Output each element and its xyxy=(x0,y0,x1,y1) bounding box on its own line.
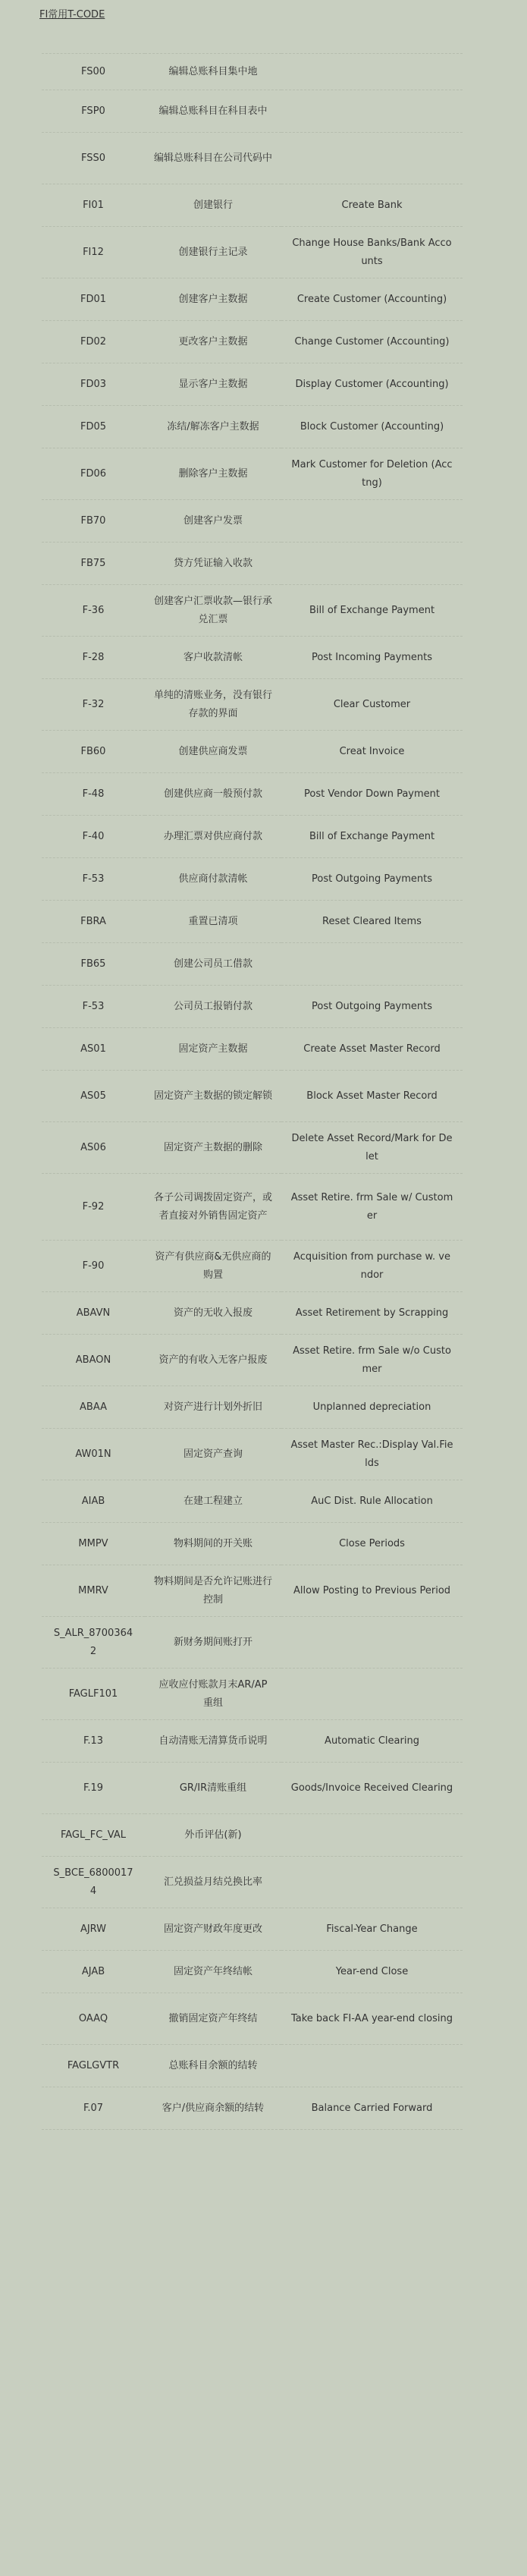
english-name-cell xyxy=(281,1857,463,1908)
description-cell: 创建供应商一般预付款 xyxy=(145,773,281,816)
tcode-cell: F-32 xyxy=(42,679,145,731)
table-row xyxy=(42,227,463,278)
table-row xyxy=(42,1480,463,1523)
tcode-cell: F.13 xyxy=(42,1720,145,1763)
table-row xyxy=(42,1523,463,1565)
description-cell: 单纯的清账业务，没有银行存款的界面 xyxy=(145,679,281,731)
english-name-cell xyxy=(281,543,463,585)
english-name-cell: Asset Retire. frm Sale w/o Customer xyxy=(281,1335,463,1386)
tcode-cell: MMRV xyxy=(42,1565,145,1617)
english-name-cell xyxy=(281,1617,463,1669)
description-cell: 更改客户主数据 xyxy=(145,321,281,363)
description-cell: 创建银行主记录 xyxy=(145,227,281,278)
description-cell: 创建公司员工借款 xyxy=(145,943,281,986)
english-name-cell xyxy=(281,500,463,543)
english-name-cell: AuC Dist. Rule Allocation xyxy=(281,1480,463,1523)
table-row xyxy=(42,363,463,406)
english-name-cell: Balance Carried Forward xyxy=(281,2087,463,2130)
tcode-cell: FD02 xyxy=(42,321,145,363)
tcode-cell: F-53 xyxy=(42,986,145,1028)
table-row xyxy=(42,773,463,816)
tcode-cell: F-36 xyxy=(42,585,145,637)
tcode-cell: FSP0 xyxy=(42,90,145,133)
tcode-cell: F-90 xyxy=(42,1241,145,1292)
english-name-cell: Asset Retire. frm Sale w/ Customer xyxy=(281,1174,463,1241)
description-cell: 资产的无收入报废 xyxy=(145,1292,281,1335)
table-row xyxy=(42,1993,463,2045)
english-name-cell: Fiscal-Year Change xyxy=(281,1908,463,1951)
description-cell: 资产的有收入无客户报废 xyxy=(145,1335,281,1386)
description-cell: 固定资产主数据 xyxy=(145,1028,281,1071)
english-name-cell: Block Customer (Accounting) xyxy=(281,406,463,448)
table-row xyxy=(42,500,463,543)
tcode-cell: FB60 xyxy=(42,731,145,773)
tcode-cell: FAGL_FC_VAL xyxy=(42,1814,145,1857)
description-cell: 编辑总账科目在公司代码中 xyxy=(145,133,281,184)
table-row xyxy=(42,1565,463,1617)
tcode-table-body xyxy=(42,54,463,2130)
tcode-cell: FB75 xyxy=(42,543,145,585)
tcode-cell: FB65 xyxy=(42,943,145,986)
description-cell: 重置已清项 xyxy=(145,901,281,943)
page-title-link[interactable]: FI常用T-CODE xyxy=(39,9,105,20)
description-cell: 创建供应商发票 xyxy=(145,731,281,773)
english-name-cell: Bill of Exchange Payment xyxy=(281,816,463,858)
english-name-cell xyxy=(281,2045,463,2087)
description-cell: 应收应付账款月末AR/AP重组 xyxy=(145,1669,281,1720)
english-name-cell: Year-end Close xyxy=(281,1951,463,1993)
description-cell: 冻结/解冻客户主数据 xyxy=(145,406,281,448)
table-row xyxy=(42,54,463,90)
table-row xyxy=(42,1028,463,1071)
table-row xyxy=(42,1908,463,1951)
table-row xyxy=(42,1122,463,1174)
tcode-cell: FAGLGVTR xyxy=(42,2045,145,2087)
english-name-cell: Change Customer (Accounting) xyxy=(281,321,463,363)
english-name-cell: Delete Asset Record/Mark for Delet xyxy=(281,1122,463,1174)
description-cell: 创建客户发票 xyxy=(145,500,281,543)
english-name-cell: Allow Posting to Previous Period xyxy=(281,1565,463,1617)
description-cell: 物料期间是否允许记账进行控制 xyxy=(145,1565,281,1617)
english-name-cell: Unplanned depreciation xyxy=(281,1386,463,1429)
table-row xyxy=(42,448,463,500)
english-name-cell: Creat Invoice xyxy=(281,731,463,773)
tcode-cell: FD06 xyxy=(42,448,145,500)
tcode-cell: FI12 xyxy=(42,227,145,278)
english-name-cell: Block Asset Master Record xyxy=(281,1071,463,1122)
description-cell: 新财务期间账打开 xyxy=(145,1617,281,1669)
english-name-cell xyxy=(281,943,463,986)
description-cell: 客户/供应商余额的结转 xyxy=(145,2087,281,2130)
tcode-cell: F-92 xyxy=(42,1174,145,1241)
table-row xyxy=(42,406,463,448)
description-cell: 客户收款清帐 xyxy=(145,637,281,679)
table-row xyxy=(42,90,463,133)
english-name-cell: Display Customer (Accounting) xyxy=(281,363,463,406)
english-name-cell: Change House Banks/Bank Accounts xyxy=(281,227,463,278)
description-cell: 总账科目余额的结转 xyxy=(145,2045,281,2087)
english-name-cell: Post Vendor Down Payment xyxy=(281,773,463,816)
description-cell: 显示客户主数据 xyxy=(145,363,281,406)
tcode-cell: FAGLF101 xyxy=(42,1669,145,1720)
english-name-cell: Goods/Invoice Received Clearing xyxy=(281,1763,463,1814)
tcode-cell: S_ALR_87003642 xyxy=(42,1617,145,1669)
tcode-cell: ABAVN xyxy=(42,1292,145,1335)
table-row xyxy=(42,1174,463,1241)
table-row xyxy=(42,1814,463,1857)
table-row xyxy=(42,1669,463,1720)
table-row xyxy=(42,1720,463,1763)
table-row xyxy=(42,637,463,679)
tcode-cell: ABAA xyxy=(42,1386,145,1429)
tcode-cell: MMPV xyxy=(42,1523,145,1565)
english-name-cell: Bill of Exchange Payment xyxy=(281,585,463,637)
table-row xyxy=(42,679,463,731)
description-cell: 供应商付款清帐 xyxy=(145,858,281,901)
table-row xyxy=(42,585,463,637)
table-row xyxy=(42,1386,463,1429)
tcode-cell: FBRA xyxy=(42,901,145,943)
table-row xyxy=(42,278,463,321)
table-row xyxy=(42,184,463,227)
description-cell: 编辑总账科目在科目表中 xyxy=(145,90,281,133)
english-name-cell xyxy=(281,133,463,184)
table-row xyxy=(42,901,463,943)
description-cell: 汇兑损益月结兑换比率 xyxy=(145,1857,281,1908)
description-cell: 外币评估(新) xyxy=(145,1814,281,1857)
table-row xyxy=(42,1763,463,1814)
table-row xyxy=(42,1241,463,1292)
tcode-cell: AJRW xyxy=(42,1908,145,1951)
tcode-cell: FS00 xyxy=(42,54,145,90)
tcode-cell: FSS0 xyxy=(42,133,145,184)
english-name-cell: Reset Cleared Items xyxy=(281,901,463,943)
english-name-cell xyxy=(281,1814,463,1857)
tcode-cell: OAAQ xyxy=(42,1993,145,2045)
description-cell: 撤销固定资产年终结 xyxy=(145,1993,281,2045)
tcode-cell: FB70 xyxy=(42,500,145,543)
tcode-cell: S_BCE_68000174 xyxy=(42,1857,145,1908)
tcode-cell: F.07 xyxy=(42,2087,145,2130)
description-cell: 资产有供应商&无供应商的购置 xyxy=(145,1241,281,1292)
table-row xyxy=(42,1071,463,1122)
english-name-cell: Close Periods xyxy=(281,1523,463,1565)
description-cell: 固定资产查询 xyxy=(145,1429,281,1480)
tcode-cell: AS06 xyxy=(42,1122,145,1174)
tcode-cell: ABAON xyxy=(42,1335,145,1386)
tcode-cell: AIAB xyxy=(42,1480,145,1523)
description-cell: 对资产进行计划外折旧 xyxy=(145,1386,281,1429)
tcode-cell: F.19 xyxy=(42,1763,145,1814)
table-row xyxy=(42,1617,463,1669)
table-row xyxy=(42,1429,463,1480)
tcode-cell: F-40 xyxy=(42,816,145,858)
description-cell: 在建工程建立 xyxy=(145,1480,281,1523)
english-name-cell xyxy=(281,54,463,90)
english-name-cell: Asset Master Rec.:Display Val.Fields xyxy=(281,1429,463,1480)
description-cell: 固定资产主数据的锁定解锁 xyxy=(145,1071,281,1122)
description-cell: GR/IR清账重组 xyxy=(145,1763,281,1814)
table-row xyxy=(42,731,463,773)
table-row xyxy=(42,2045,463,2087)
table-row xyxy=(42,321,463,363)
english-name-cell: Create Bank xyxy=(281,184,463,227)
description-cell: 自动清账无清算货币说明 xyxy=(145,1720,281,1763)
english-name-cell: Create Asset Master Record xyxy=(281,1028,463,1071)
tcode-cell: FI01 xyxy=(42,184,145,227)
table-row xyxy=(42,986,463,1028)
tcode-cell: F-28 xyxy=(42,637,145,679)
english-name-cell: Create Customer (Accounting) xyxy=(281,278,463,321)
english-name-cell: Post Outgoing Payments xyxy=(281,986,463,1028)
table-row xyxy=(42,1951,463,1993)
tcode-cell: AS01 xyxy=(42,1028,145,1071)
tcode-cell: FD03 xyxy=(42,363,145,406)
english-name-cell: Acquisition from purchase w. vendor xyxy=(281,1241,463,1292)
english-name-cell xyxy=(281,90,463,133)
description-cell: 创建客户主数据 xyxy=(145,278,281,321)
tcode-cell: FD05 xyxy=(42,406,145,448)
description-cell: 固定资产主数据的删除 xyxy=(145,1122,281,1174)
english-name-cell xyxy=(281,1669,463,1720)
table-row xyxy=(42,133,463,184)
tcode-cell: AS05 xyxy=(42,1071,145,1122)
description-cell: 固定资产年终结帐 xyxy=(145,1951,281,1993)
description-cell: 创建银行 xyxy=(145,184,281,227)
description-cell: 创建客户汇票收款—银行承兑汇票 xyxy=(145,585,281,637)
english-name-cell: Take back FI-AA year-end closing xyxy=(281,1993,463,2045)
english-name-cell: Mark Customer for Deletion (Acctng) xyxy=(281,448,463,500)
english-name-cell: Post Outgoing Payments xyxy=(281,858,463,901)
tcode-cell: F-48 xyxy=(42,773,145,816)
english-name-cell: Post Incoming Payments xyxy=(281,637,463,679)
description-cell: 编辑总账科目集中地 xyxy=(145,54,281,90)
table-row xyxy=(42,543,463,585)
description-cell: 固定资产财政年度更改 xyxy=(145,1908,281,1951)
table-row xyxy=(42,943,463,986)
tcode-cell: AW01N xyxy=(42,1429,145,1480)
tcode-cell: AJAB xyxy=(42,1951,145,1993)
tcode-cell: FD01 xyxy=(42,278,145,321)
description-cell: 删除客户主数据 xyxy=(145,448,281,500)
tcode-table xyxy=(42,53,463,2130)
english-name-cell: Clear Customer xyxy=(281,679,463,731)
tcode-cell: F-53 xyxy=(42,858,145,901)
english-name-cell: Automatic Clearing xyxy=(281,1720,463,1763)
description-cell: 公司员工报销付款 xyxy=(145,986,281,1028)
table-row xyxy=(42,1857,463,1908)
description-cell: 贷方凭证输入收款 xyxy=(145,543,281,585)
table-row xyxy=(42,2087,463,2130)
table-row xyxy=(42,858,463,901)
english-name-cell: Asset Retirement by Scrapping xyxy=(281,1292,463,1335)
table-row xyxy=(42,1292,463,1335)
description-cell: 各子公司调拨固定资产，或者直接对外销售固定资产 xyxy=(145,1174,281,1241)
description-cell: 办理汇票对供应商付款 xyxy=(145,816,281,858)
description-cell: 物料期间的开关账 xyxy=(145,1523,281,1565)
table-row xyxy=(42,1335,463,1386)
table-row xyxy=(42,816,463,858)
